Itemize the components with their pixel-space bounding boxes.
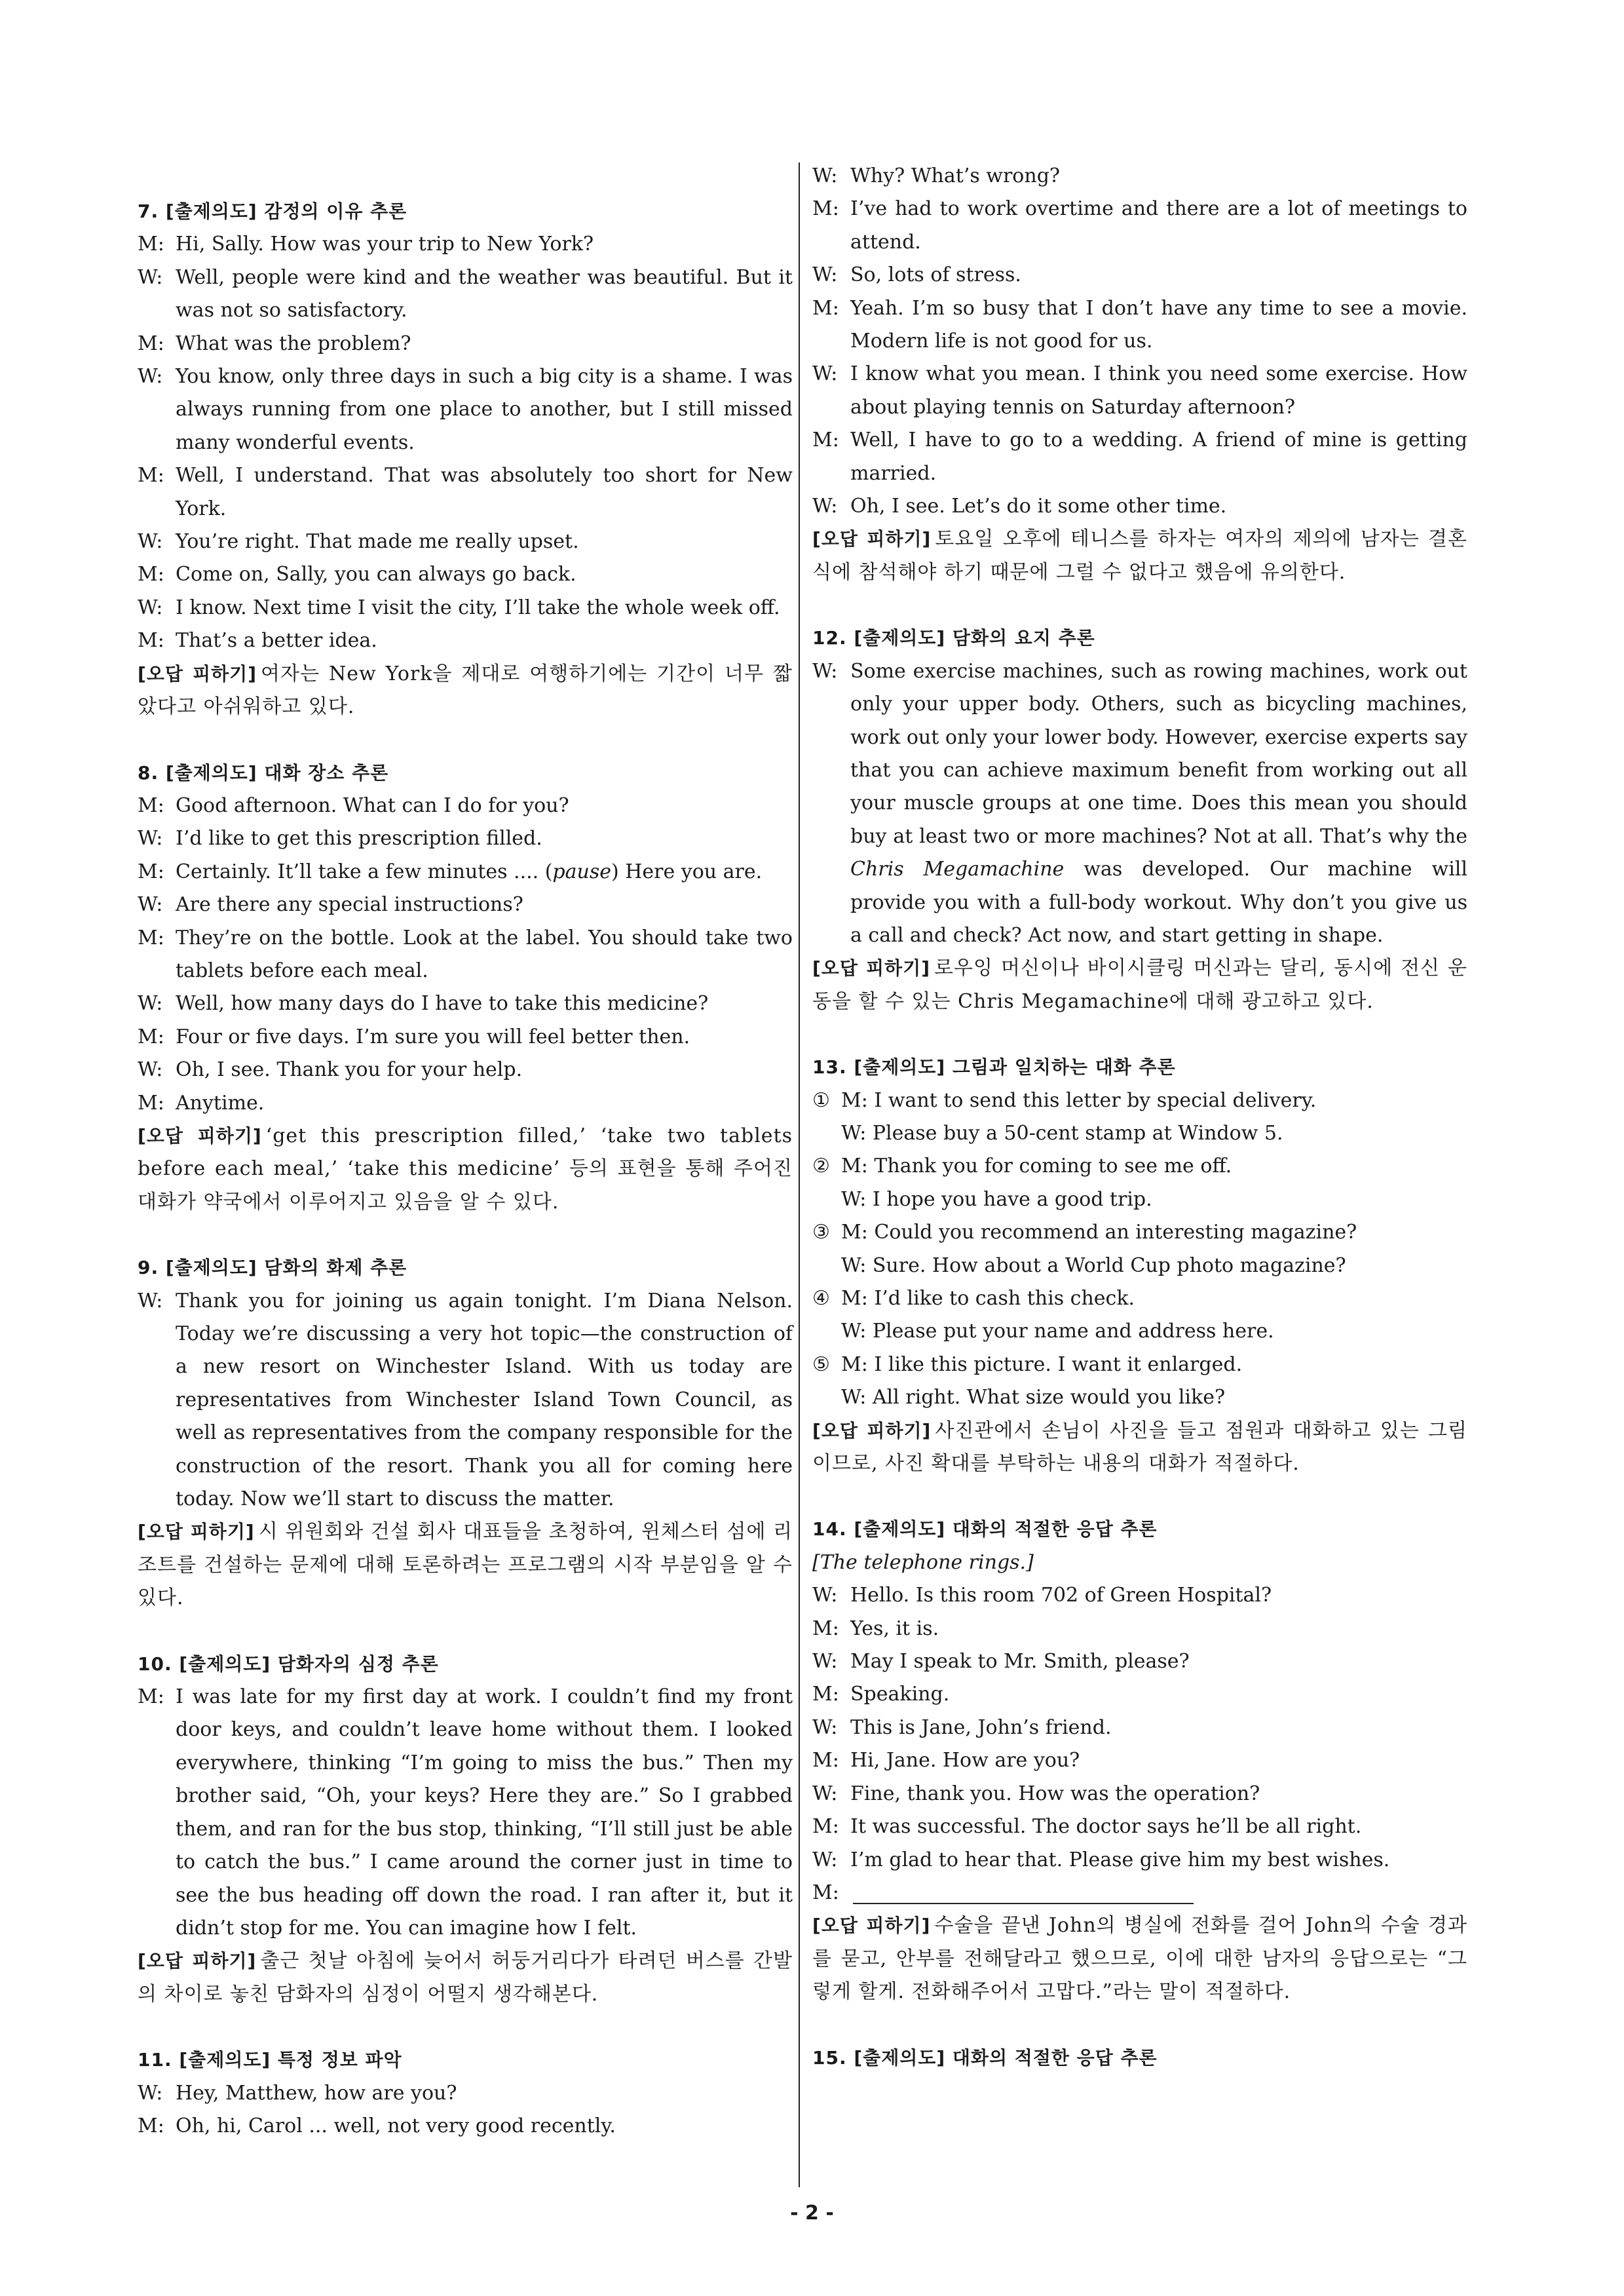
line-text: This is Jane, John’s friend. [850, 1715, 1112, 1739]
choice-m-line: M: Could you recommend an interesting magazine? [841, 1221, 1357, 1244]
speaker: M: [138, 1091, 164, 1115]
choice-w-line: W: Please put your name and address here. [841, 1320, 1274, 1343]
speaker: M: [812, 197, 839, 221]
line-text: Hi, Sally. How was your trip to New York? [176, 233, 594, 256]
line-text: Well, people were kind and the weather was beautiful. But it was not so satisfactory. [176, 265, 793, 322]
dialogue [138, 228, 793, 657]
speaker: M: [138, 629, 164, 653]
answer-blank [853, 1883, 1194, 1904]
tip [812, 1415, 1467, 1481]
line-text: So, lots of stress. [850, 263, 1021, 287]
choice-w-line: W: Sure. How about a World Cup photo magazine? [841, 1253, 1346, 1277]
dialogue-line [138, 526, 793, 558]
tip-text: 사진관에서 손님이 사진을 들고 점원과 대화하고 있는 그림이므로, 사진 확대를 부탁하는 내용의 대화가 적절하다. [812, 1419, 1467, 1476]
speaker: M: [138, 2114, 164, 2137]
speaker: W: [138, 827, 163, 851]
line-text: I know what you mean. I think you need some exercise. How about playing tennis on Saturday afternoon? [850, 362, 1467, 419]
line-text: Hi, Jane. How are you? [850, 1749, 1080, 1772]
dialogue-line [812, 1778, 1467, 1810]
tip-text: 시 위원회와 건설 회사 대표들을 초청하여, 윈체스터 섬에 리조트를 건설하는 문제에 대해 토론하려는 프로그램의 시작 부분임을 알 수 있다. [138, 1520, 793, 1610]
line-text: Speaking. [850, 1683, 950, 1706]
line-text: Hey, Matthew, how are you? [176, 2081, 457, 2105]
speaker: M: [138, 563, 164, 586]
question-10 [138, 1648, 793, 2011]
dialogue-line [138, 889, 793, 921]
dialogue-line [138, 459, 793, 526]
speaker: W: [138, 893, 163, 917]
choice-m-line: M: I’d like to cash this check. [841, 1287, 1135, 1310]
question-11 [138, 2044, 793, 2143]
speaker: W: [812, 1782, 838, 1805]
choice-number: ④ [812, 1287, 830, 1310]
dialogue-line [812, 1810, 1467, 1843]
tip-text: 수술을 끝낸 John의 병실에 전화를 걸어 John의 수술 경과를 묻고, 안부를 전해달라고 했으므로, 이에 대한 남자의 응답으로는 “그렇게 할게. 전화해주어서 고맙다.”라는 말이 적절하다. [812, 1914, 1467, 2004]
question-title: 12. [출제의도] 담화의 요지 추론 [812, 627, 1095, 649]
speaker: M: [138, 860, 164, 883]
line-text: You know, only three days in such a big city is a shame. I was always running from one place to another, but I still missed many wonderful events. [176, 365, 793, 454]
answer-blank-line [812, 1877, 1467, 1909]
tip-label: [오답 피하기] [812, 528, 932, 550]
dialogue-line [812, 193, 1467, 259]
choice-m-line: M: Thank you for coming to see me off. [841, 1155, 1232, 1178]
dialogue [812, 1579, 1467, 1877]
speaker: W: [812, 1848, 838, 1871]
question-14 [812, 1513, 1467, 2008]
dialogue-line [138, 1285, 793, 1516]
tip [138, 1120, 793, 1219]
line-text: I’m glad to hear that. Please give him my best wishes. [850, 1848, 1390, 1871]
speaker: W: [812, 362, 838, 386]
tip-label: [오답 피하기] [138, 1124, 262, 1147]
speaker: W: [812, 263, 838, 287]
speaker: W: [138, 596, 163, 619]
dialogue-line [812, 1678, 1467, 1711]
choice-number: ③ [812, 1221, 830, 1244]
dialogue-line [812, 1645, 1467, 1678]
dialogue-line [138, 822, 793, 855]
speaker: M: [812, 429, 839, 452]
dialogue-line [138, 987, 793, 1020]
dialogue-line [812, 1579, 1467, 1612]
question-title: 11. [출제의도] 특정 정보 파악 [138, 2049, 402, 2071]
dialogue-line [812, 1613, 1467, 1645]
speaker: M: [812, 1749, 839, 1772]
speaker: W: [138, 365, 163, 389]
dialogue [138, 1285, 793, 1516]
tip [138, 658, 793, 724]
choice-number: ① [812, 1088, 830, 1112]
dialogue-line [812, 1844, 1467, 1877]
speaker: W: [812, 659, 838, 683]
speaker: W: [138, 1289, 163, 1312]
line-text: Some exercise machines, such as rowing machines, work out only your upper body. Others, such as bicycling machines, work out only your lower body. However, exercise experts say that you can achieve maximum benefit from working out all your muscle groups at one time. Does this mean you should buy at least two or more machines? Not at all. That’s why the Chris Megamachine was developed. Our machine will provide you with a full-body workout. Why don’t you give us a call and check? Act now, and start getting in shape. [850, 659, 1467, 947]
question-title: 15. [출제의도] 대화의 적절한 응답 추론 [812, 2046, 1158, 2069]
question-9 [138, 1252, 793, 1615]
tip-text: ‘get this prescription filled,’ ‘take two tablets before each meal,’ ‘take this medicine’ 등의 표현을 통해 주어진 대화가 약국에서 이루어지고 있음을 알 수 있다. [138, 1124, 793, 1214]
line-text: Good afternoon. What can I do for you? [176, 794, 569, 817]
speaker: M: [138, 332, 164, 355]
tip-label: [오답 피하기] [138, 1521, 255, 1543]
dialogue-line [812, 1712, 1467, 1744]
stage-direction: [The telephone rings.] [812, 1550, 1034, 1574]
line-text: I’ve had to work overtime and there are a lot of meetings to attend. [850, 197, 1467, 254]
speaker: W: [812, 164, 838, 187]
choice-w-line: W: I hope you have a good trip. [841, 1187, 1152, 1211]
line-text: They’re on the bottle. Look at the label. You should take two tablets before each meal. [176, 926, 793, 982]
dialogue-line [138, 856, 793, 889]
choice-item [812, 1349, 1467, 1381]
dialogue-line [812, 292, 1467, 358]
line-text: Well, I understand. That was absolutely too short for New York. [176, 464, 793, 520]
question-11-continued [812, 160, 1467, 589]
question-title: 7. [출제의도] 감정의 이유 추론 [138, 201, 407, 222]
dialogue-line [138, 1681, 793, 1945]
speaker: W: [138, 530, 163, 554]
speaker: M: [138, 233, 164, 256]
choice-item [812, 1282, 1467, 1315]
tip [138, 1516, 793, 1615]
speaker: M: [138, 926, 164, 949]
speaker: W: [812, 1715, 838, 1739]
speaker: M: [138, 1685, 164, 1709]
speaker: M: [138, 464, 164, 488]
line-text: Fine, thank you. How was the operation? [850, 1782, 1260, 1805]
choice-number: ② [812, 1155, 830, 1178]
line-text: Well, I have to go to a wedding. A friend of mine is getting married. [850, 429, 1467, 485]
question-8 [138, 757, 793, 1219]
dialogue-line [812, 160, 1467, 193]
right-column [812, 160, 1467, 2075]
tip-text: 로우잉 머신이나 바이시클링 머신과는 달리, 동시에 전신 운동을 할 수 있는 Chris Megamachine에 대해 광고하고 있다. [812, 957, 1467, 1013]
choice-w-line: W: Please buy a 50-cent stamp at Window 5. [841, 1121, 1283, 1145]
question-title: 9. [출제의도] 담화의 화제 추론 [138, 1257, 407, 1279]
dialogue [812, 160, 1467, 523]
dialogue [138, 790, 793, 1120]
line-text: It was successful. The doctor says he’ll be all right. [850, 1815, 1362, 1839]
speaker: M: [812, 296, 839, 320]
line-text: Certainly. It’ll take a few minutes .... (pause) Here you are. [176, 860, 763, 883]
speaker: M: [812, 1683, 839, 1706]
choice-item [812, 1084, 1467, 1117]
dialogue-line [812, 1744, 1467, 1777]
line-text: I’d like to get this prescription filled. [176, 827, 542, 851]
dialogue-line [138, 328, 793, 360]
choice-number: ⑤ [812, 1352, 830, 1376]
line-text: Yeah. I’m so busy that I don’t have any time to see a movie. Modern life is not good for us. [850, 296, 1467, 353]
line-text: Are there any special instructions? [176, 893, 523, 917]
tip-label: [오답 피하기] [138, 662, 257, 685]
line-text: Why? What’s wrong? [850, 164, 1060, 187]
dialogue-line [138, 1054, 793, 1086]
speaker: M: [812, 1617, 839, 1640]
line-text: I was late for my first day at work. I couldn’t find my front door keys, and couldn’t leave home without them. I looked everywhere, thinking “I’m going to miss the bus.” Then my brother said, “Oh, your keys? Here they are.” So I grabbed them, and ran for the bus stop, thinking, “I’ll still just be able to catch the bus.” I came around the corner just in time to see the bus heading off down the road. I ran after it, but it didn’t stop for me. You can imagine how I felt. [176, 1685, 793, 1940]
dialogue-line [138, 261, 793, 328]
speaker: W: [812, 1650, 838, 1674]
tip-text: 출근 첫날 아침에 늦어서 허둥거리다가 타려던 버스를 간발의 차이로 놓친 담화자의 심정이 어떨지 생각해본다. [138, 1949, 793, 2006]
dialogue [812, 655, 1467, 953]
line-text: You’re right. That made me really upset. [176, 530, 579, 554]
dialogue-line [812, 490, 1467, 523]
line-text: Come on, Sally, you can always go back. [176, 563, 576, 586]
dialogue-line [138, 2077, 793, 2110]
tip [138, 1945, 793, 2011]
question-title: 10. [출제의도] 담화자의 심정 추론 [138, 1653, 439, 1675]
left-column [138, 195, 793, 2143]
tip [812, 952, 1467, 1018]
line-text: I know. Next time I visit the city, I’ll take the whole week off. [176, 596, 780, 619]
speaker: W: [138, 2081, 163, 2105]
tip-label: [오답 피하기] [138, 1950, 257, 1972]
question-7 [138, 195, 793, 724]
line-text: Four or five days. I’m sure you will feel better then. [176, 1025, 690, 1048]
question-12 [812, 622, 1467, 1018]
speaker: W: [812, 495, 838, 518]
dialogue-line [812, 358, 1467, 424]
speaker: W: [138, 1058, 163, 1082]
speaker: W: [138, 992, 163, 1016]
dialogue-line [812, 424, 1467, 490]
speaker: W: [138, 265, 163, 289]
speaker: M: [138, 1025, 164, 1048]
speaker: M: [812, 1815, 839, 1839]
tip-label: [오답 피하기] [812, 957, 931, 980]
line-text: Well, how many days do I have to take this medicine? [176, 992, 709, 1016]
tip-label: [오답 피하기] [812, 1915, 931, 1937]
dialogue-line [138, 592, 793, 624]
tip-text: 토요일 오후에 테니스를 하자는 여자의 제의에 남자는 결혼식에 참석해야 하기 때문에 그럴 수 없다고 했음에 유의한다. [812, 527, 1467, 584]
question-title: 14. [출제의도] 대화의 적절한 응답 추론 [812, 1518, 1158, 1540]
page-number: - 2 - [790, 2202, 834, 2225]
dialogue-line [138, 1021, 793, 1054]
line-text: May I speak to Mr. Smith, please? [850, 1650, 1190, 1674]
line-text: Yes, it is. [850, 1617, 939, 1640]
dialogue-line [138, 360, 793, 459]
tip-text: 여자는 New York을 제대로 여행하기에는 기간이 너무 짧았다고 아쉬워하고 있다. [138, 662, 793, 719]
question-13 [812, 1051, 1467, 1480]
dialogue-line [812, 655, 1467, 953]
tip [812, 523, 1467, 589]
line-text: Oh, I see. Thank you for your help. [176, 1058, 523, 1082]
speaker: M: [812, 1881, 839, 1904]
column-divider [799, 163, 800, 2187]
tip [812, 1909, 1467, 2008]
line-text: What was the problem? [176, 332, 411, 355]
choice-m-line: M: I like this picture. I want it enlarged. [841, 1352, 1243, 1376]
line-text: Oh, I see. Let’s do it some other time. [850, 495, 1227, 518]
line-text: That’s a better idea. [176, 629, 377, 653]
choice-item [812, 1216, 1467, 1249]
dialogue [138, 1681, 793, 1945]
question-15 [812, 2042, 1467, 2075]
line-text: Anytime. [176, 1091, 265, 1115]
question-title: 13. [출제의도] 그림과 일치하는 대화 추론 [812, 1056, 1176, 1079]
choice-w-line: W: All right. What size would you like? [841, 1386, 1226, 1409]
dialogue-line [138, 624, 793, 657]
dialogue-line [812, 259, 1467, 292]
choice-item [812, 1150, 1467, 1183]
dialogue-line [138, 1087, 793, 1120]
tip-label: [오답 피하기] [812, 1419, 932, 1442]
dialogue-line [138, 558, 793, 591]
speaker: M: [138, 794, 164, 817]
dialogue [138, 2077, 793, 2143]
choice-list [812, 1084, 1467, 1415]
line-text: Oh, hi, Carol ... well, not very good recently. [176, 2114, 616, 2137]
dialogue-line [138, 2110, 793, 2143]
choice-m-line: M: I want to send this letter by special delivery. [841, 1088, 1317, 1112]
speaker: W: [812, 1584, 838, 1607]
line-text: Thank you for joining us again tonight. I’m Diana Nelson. Today we’re discussing a very hot topic—the construction of a new resort on Winchester Island. With us today are representatives from Winchester Island Town Council, as well as representatives from the company responsible for the construction of the resort. Thank you all for coming here today. Now we’ll start to discuss the matter. [176, 1289, 793, 1511]
dialogue-line [138, 922, 793, 988]
line-text: Hello. Is this room 702 of Green Hospital? [850, 1584, 1272, 1607]
dialogue-line [138, 790, 793, 822]
dialogue-line [138, 228, 793, 261]
question-title: 8. [출제의도] 대화 장소 추론 [138, 761, 389, 784]
